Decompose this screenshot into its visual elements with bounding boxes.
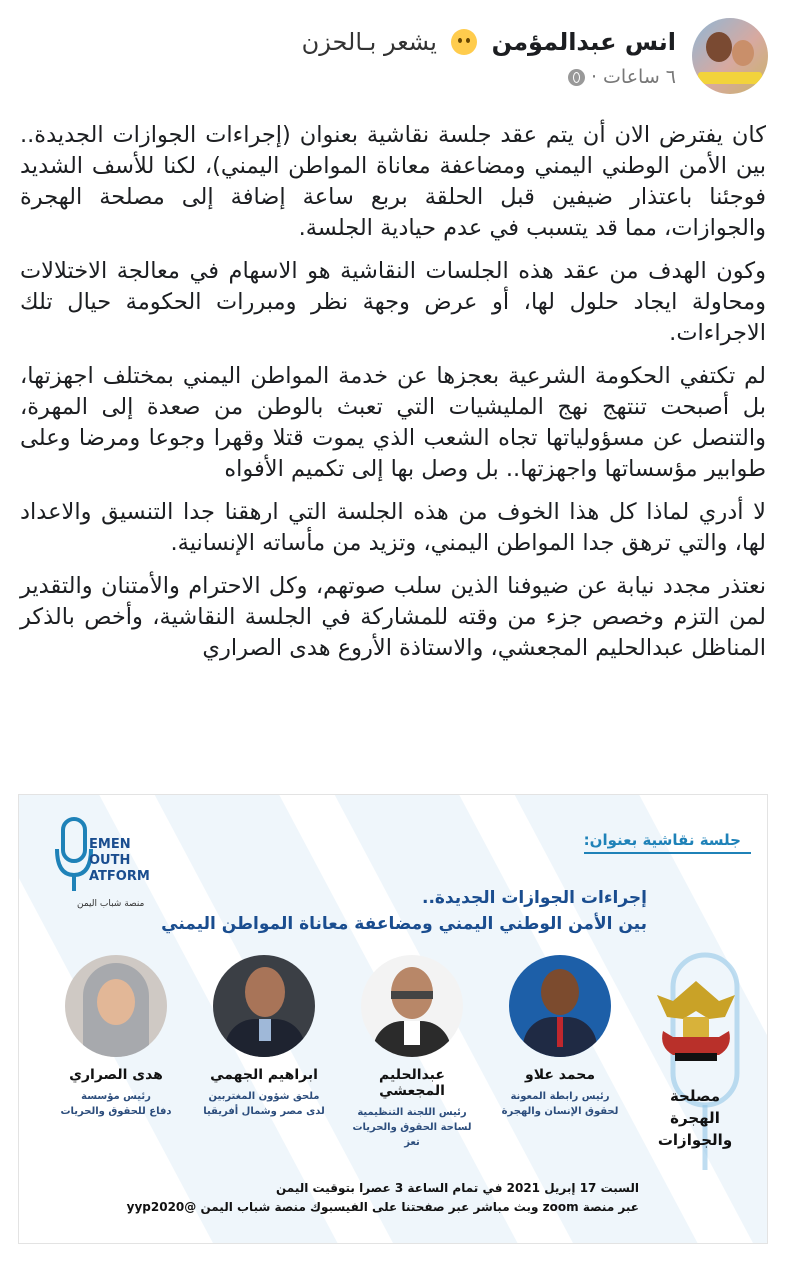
speaker-role-line: ملحق شؤون المغتربين — [208, 1091, 320, 1102]
post-paragraph: كان يفترض الان أن يتم عقد جلسة نقاشية بعنوان (إجراءات الجوازات الجديدة.. بين الأمن الوطني اليمني ومضاعفة معاناة المواطن اليمني)، لكنا للأسف الشديد فوجئنا باعتذار ضيفين قبل الحلقة بربع ساعة إضافة إلى مصلحة الهجرة والجوازات، مما قد يتسبب في عدم حيادية الجلسة. — [20, 122, 766, 241]
author-line — [302, 28, 676, 56]
speaker-role — [199, 1089, 329, 1119]
yemen-emblem-icon — [653, 973, 739, 1063]
session-title — [161, 885, 647, 937]
logo-text — [89, 837, 150, 885]
speaker-card — [495, 955, 625, 1119]
speaker-role-line: دفاع للحقوق والحريات — [60, 1106, 172, 1117]
post-header — [18, 18, 768, 98]
event-banner-image[interactable] — [18, 794, 768, 1244]
post-meta — [562, 66, 676, 88]
speaker-role-line: رئيس اللجنة التنظيمية — [357, 1107, 467, 1118]
speaker-photo — [65, 955, 167, 1057]
speaker-photo — [213, 955, 315, 1057]
logo-subtitle: منصة شباب اليمن — [77, 899, 145, 909]
sad-face-icon — [451, 29, 477, 55]
post-paragraph: لم تكتفي الحكومة الشرعية بعجزها عن خدمة المواطن اليمني بمختلف اجهزتها، بل أصبحت تنتهج نهج المليشيات التي تعبث بالوطن من صعدة إلى المهرة، والتنصل عن مسؤولياتها تجاه الشعب الذي يموت قتلا وقهرا وجوعا ومرضا وعلى طوابير مؤسساتها واجهزتها.. بل وصل بها إلى تكميم الأفواه — [20, 363, 766, 482]
speaker-name: محمد علاو — [525, 1067, 595, 1083]
speaker-role — [495, 1089, 625, 1119]
logo-line: EMEN — [89, 837, 131, 852]
post-body — [20, 120, 766, 676]
speaker-role — [347, 1105, 477, 1150]
logo-line: ATFORM — [89, 869, 150, 884]
logo-line: OUTH — [89, 853, 131, 868]
speaker-name: ابراهيم الجهمي — [210, 1067, 318, 1083]
speaker-role-line: رئيس رابطة المعونة — [510, 1091, 610, 1102]
speaker-name: عبدالحليم المجعشي — [379, 1067, 445, 1099]
avatar[interactable] — [692, 18, 768, 94]
speaker-role-line: لدى مصر وشمال أفريقيا — [203, 1106, 325, 1117]
org-name: مصلحة الهجرة والجوازات — [657, 1087, 733, 1149]
speaker-photo — [361, 955, 463, 1057]
event-platform: عبر منصة zoom وبث مباشر عبر صفحتنا على الفيسبوك منصة شباب اليمن @yyp2020 — [126, 1200, 639, 1214]
speaker-card — [51, 955, 181, 1119]
feeling-text: يشعر بـالحزن — [301, 28, 437, 56]
globe-icon — [568, 69, 585, 86]
event-date: السبت 17 إبريل 2021 في تمام الساعة 3 عصرا بتوقيت اليمن — [276, 1181, 639, 1195]
session-title-line: إجراءات الجوازات الجديدة.. — [421, 888, 647, 908]
speaker-role — [51, 1089, 181, 1119]
speaker-role-line: رئيس مؤسسة — [81, 1091, 151, 1102]
post-time[interactable]: ٦ ساعات · — [590, 66, 676, 88]
speaker-card — [347, 955, 477, 1150]
event-details — [127, 1179, 639, 1217]
post-paragraph: وكون الهدف من عقد هذه الجلسات النقاشية هو الاسهام في معالجة الاختلالات ومحاولة ايجاد حلول لها، أو عرض وجهة نظر ومبررات الحكومة حيال تلك الاجراءات. — [20, 258, 766, 346]
speaker-role-line: لحقوق الإنسان والهجرة — [501, 1106, 619, 1117]
speaker-photo — [509, 955, 611, 1057]
speaker-card — [199, 955, 329, 1119]
post-paragraph: لا أدري لماذا كل هذا الخوف من هذه الجلسة التي ارهقنا جدا التنسيق والاعداد لها، والتي ترهق جدا المواطن اليمني، وتزيد من مأساته الإنسانية. — [20, 499, 766, 556]
author-name[interactable]: انس عبدالمؤمن — [491, 28, 676, 56]
session-title-line: بين الأمن الوطني اليمني ومضاعفة معاناة المواطن اليمني — [161, 914, 647, 934]
speaker-name: هدى الصراري — [69, 1067, 163, 1083]
post-paragraph: نعتذر مجدد نيابة عن ضيوفنا الذين سلب صوتهم، وكل الاحترام والأمتنان والتقدير لمن التزم وخصص جزء من وقته للمشاركة في الجلسة النقاشية، وأخص بالذكر المناظل عبدالحليم المجعشي، والاستاذة الأروع هدى الصراري — [20, 573, 766, 661]
speaker-role-line: لساحة الحقوق والحريات تعز — [352, 1122, 472, 1148]
session-tag: جلسة نقاشية بعنوان: — [584, 831, 751, 854]
